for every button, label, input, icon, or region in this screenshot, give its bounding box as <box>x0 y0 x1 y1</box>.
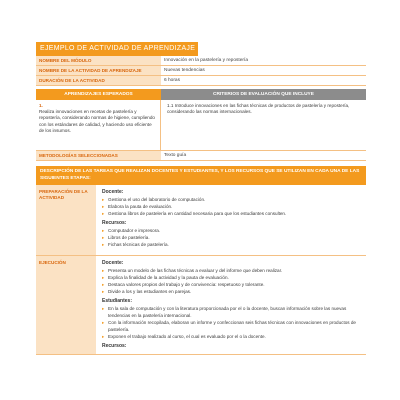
docente-title: Docente: <box>102 189 124 195</box>
metodologias-row <box>36 151 366 161</box>
estudiantes-list <box>102 305 360 340</box>
stage-ejecucion <box>36 256 366 355</box>
metodologias-value: Texto guía <box>164 153 187 158</box>
estudiantes-title: Estudiantes: <box>102 298 133 304</box>
docente-title: Docente: <box>102 260 124 266</box>
recursos-title: Recursos: <box>102 343 127 349</box>
info-value: 6 horas <box>164 78 180 83</box>
recursos-list <box>102 227 360 248</box>
activity-sheet <box>36 56 366 355</box>
table-header <box>36 89 366 100</box>
header-aprendizajes: APRENDIZAJES ESPERADOS <box>36 89 161 100</box>
activity-banner: EJEMPLO DE ACTIVIDAD DE APRENDIZAJE <box>36 42 198 56</box>
aprendizaje-row <box>36 100 366 151</box>
stage-label: PREPARACIÓN DE LA ACTIVIDAD <box>36 185 96 255</box>
docente-list <box>102 196 360 217</box>
list-item: ▸ Gestiona libros de pastelería en cantidad necesaria para que los estudiantes consulten. <box>102 210 360 217</box>
list-item: ▸ Computador e impresora. <box>102 227 360 234</box>
description-bar: DESCRIPCIÓN DE LAS TAREAS QUE REALIZAN DOCENTES Y ESTUDIANTES, Y LOS RECURSOS QUE SE UTILIZAN EN CADA UNA DE LAS SIGUIENTES ETAPAS: <box>36 166 366 185</box>
list-item: ▸ Libros de pastelería. <box>102 234 360 241</box>
docente-list <box>102 267 360 295</box>
list-item: ▸ Destaca valores propios del trabajo y de convivencia: respetuoso y tolerante. <box>102 281 360 288</box>
list-item: ▸ En la sala de computación y con la literatura proporcionada por el o la docente, buscan información sobre las nuevas tendencias en la pastelería internacional. <box>102 305 360 319</box>
stage-content <box>96 256 366 354</box>
aprendizaje-cell <box>36 100 161 150</box>
stage-content <box>96 185 366 255</box>
metodologias-label: METODOLOGÍAS SELECCIONADAS <box>36 151 161 160</box>
info-row-duracion <box>36 76 366 86</box>
info-value: Innovación en la pastelería y repostería <box>164 58 248 63</box>
stage-label: EJECUCIÓN <box>36 256 96 354</box>
stage-preparacion <box>36 185 366 256</box>
info-label: NOMBRE DEL MÓDULO <box>36 56 161 65</box>
criterio-cell: 1.1 Introduce innovaciones en las fichas técnicas de productos de pastelería y repostería, considerando las normas internacionales. <box>167 103 350 115</box>
list-item: ▸ Presenta un modelo de las fichas técnicas a evaluar y del informe que deben realizar. <box>102 267 360 274</box>
list-item: ▸ Elabora la pauta de evaluación. <box>102 203 360 210</box>
list-item: ▸ Explica la finalidad de la actividad y la pauta de evaluación. <box>102 274 360 281</box>
info-label: DURACIÓN DE LA ACTIVIDAD <box>36 76 161 85</box>
recursos-title: Recursos: <box>102 220 127 226</box>
info-row-actividad <box>36 66 366 76</box>
list-item: ▸ Con la información recopilada, elaboran un informe y confeccionan seis fichas técnicas con innovaciones en productos de pastelería. <box>102 319 360 333</box>
aprendizaje-text: Realiza innovaciones en recetas de pastelería y repostería, considerando normas de higiene, cumpliendo con los estándares de calidad, y haciendo uso eficiente de los insumos. <box>39 109 155 133</box>
aprendizaje-number: 1. <box>39 103 43 108</box>
list-item: ▸ Exponen el trabajo realizado al curso, el cual es evaluado por el o la docente. <box>102 333 360 340</box>
info-row-modulo <box>36 56 366 66</box>
header-criterios: CRITERIOS DE EVALUACIÓN QUE INCLUYE <box>161 89 366 100</box>
list-item: ▸ Gestiona el uso del laboratorio de computación. <box>102 196 360 203</box>
list-item: ▸ Fichas técnicas de pastelería. <box>102 241 360 248</box>
list-item: ▸ Divide a los y las estudiantes en parejas. <box>102 288 360 295</box>
info-label: NOMBRE DE LA ACTIVIDAD DE APRENDIZAJE <box>36 66 161 75</box>
info-value: Nuevas tendencias <box>164 68 205 73</box>
